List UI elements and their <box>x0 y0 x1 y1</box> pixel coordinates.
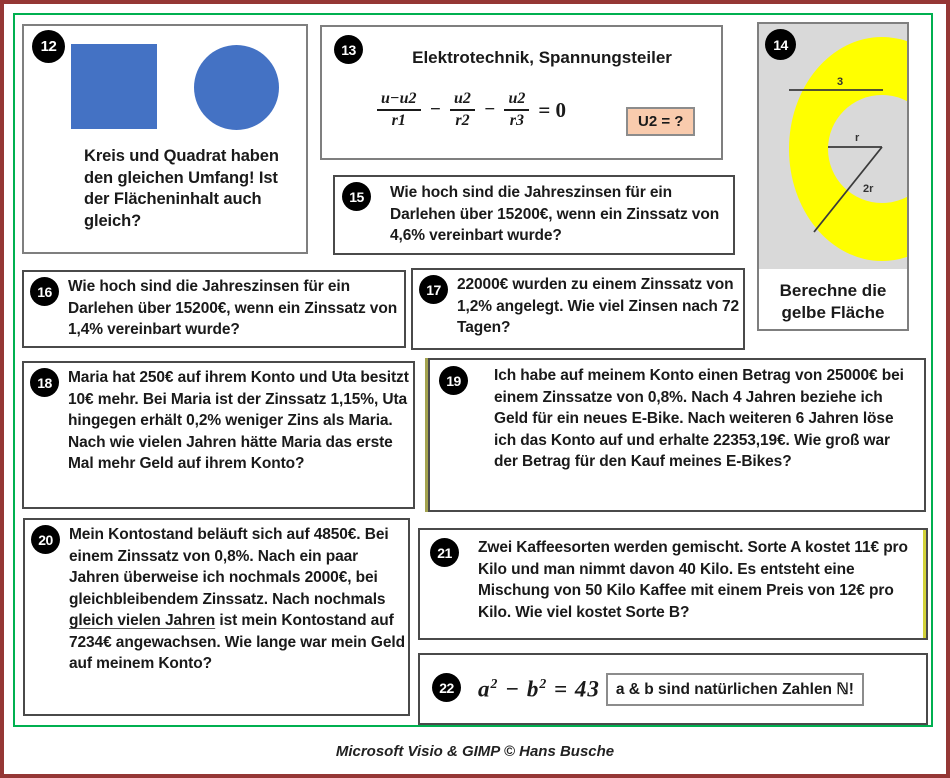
problem-number-badge: 17 <box>419 275 448 304</box>
problem-20-text <box>69 524 409 675</box>
problem-box-21 <box>418 528 928 640</box>
problem-number-badge: 13 <box>334 35 363 64</box>
problem-20-text-part1: Mein Kontostand beläuft sich auf 4850€. Bei einem Zinssatz von 0,8%. Nach ein paar Jahren überweise ich nochmals 2000€, bei gleichbleibendem Zinssatz. Nach nochmals <box>69 526 389 608</box>
chord-label: 3 <box>837 76 844 88</box>
fraction-1: $\frac{u-u2}{r1}$ <box>377 90 421 130</box>
problem-box-14 <box>757 22 909 331</box>
problem-number-badge: 19 <box>439 366 468 395</box>
problem-12-text: Kreis und Quadrat haben den gleichen Umfang! Ist der Flächeninhalt auch gleich? <box>84 147 279 230</box>
fraction-2: $\frac{u2}{r2}$ <box>450 90 475 130</box>
problem-16-text: Wie hoch sind die Jahreszinsen für ein Darlehen über 15200€, wenn ein Zinssatz von 1,4% vereinbart wurde? <box>68 278 398 338</box>
problem-20-underlined-phrase: gleich vielen Jahren <box>69 612 216 629</box>
minus-sign: − <box>483 99 496 120</box>
problem-number-badge: 16 <box>30 277 59 306</box>
blue-circle-shape <box>194 45 279 130</box>
problem-number-badge: 22 <box>432 673 461 702</box>
problem-18-text: Maria hat 250€ auf ihrem Konto und Uta besitzt 10€ mehr. Bei Maria ist der Zinssatz 1,15%, Uta hingegen erhält 0,2% weniger Zins als Maria. Nach wie vielen Jahren hätte Maria das erste Mal mehr Geld auf ihrem Konto? <box>68 369 409 472</box>
problem-number-badge: 14 <box>765 29 796 60</box>
voltage-divider-formula <box>377 90 566 130</box>
problem-box-18 <box>22 361 415 509</box>
problem-box-16 <box>22 270 406 348</box>
2r-label: 2r <box>863 183 874 195</box>
problem-number-badge: 20 <box>31 525 60 554</box>
problem-number-badge: 12 <box>32 30 65 63</box>
problem-number-badge: 15 <box>342 182 371 211</box>
problem-20-text-part3: ist mein Kontostand auf 7234€ angewachsen. Wie lange war mein Geld auf meinem Konto? <box>69 612 405 672</box>
problem-19-text: Ich habe auf meinem Konto einen Betrag von 25000€ bei einem Zinssatze von 0,8%. Nach 4 Jahren beziehe ich Geld für ein neues E-Bike. Nach weiteren 6 Jahren löse ich das Konto auf und erhalte 22353,19€. Wie groß war der Betrag für den Kauf meines E-Bikes? <box>494 367 904 470</box>
problem-box-19 <box>428 358 926 512</box>
r-label: r <box>855 132 860 144</box>
fraction-3: $\frac{u2}{r3}$ <box>504 90 529 130</box>
footer-credit: Microsoft Visio & GIMP © Hans Busche <box>335 743 615 760</box>
natural-numbers-note: a & b sind natürlichen Zahlen ℕ! <box>606 673 864 706</box>
problem-14-caption: Berechne die gelbe Fläche <box>779 281 887 322</box>
problem-box-13 <box>320 25 723 160</box>
problem-box-20 <box>23 518 410 716</box>
yellow-area-figure <box>759 24 907 269</box>
u2-question-label: U2 = ? <box>626 107 695 136</box>
problem-13-title: Elektrotechnik, Spannungsteiler <box>412 48 672 67</box>
minus-sign: − <box>429 99 442 120</box>
blue-square-shape <box>71 44 157 129</box>
problem-box-15 <box>333 175 735 255</box>
problem-box-17 <box>411 268 745 350</box>
problem-box-22 <box>418 653 928 725</box>
problem-number-badge: 18 <box>30 368 59 397</box>
problem-17-text: 22000€ wurden zu einem Zinssatz von 1,2% angelegt. Wie viel Zinsen nach 72 Tagen? <box>457 276 740 336</box>
problem-number-badge: 21 <box>430 538 459 567</box>
problem-21-text: Zwei Kaffeesorten werden gemischt. Sorte A kostet 11€ pro Kilo und man nimmt davon 40 Kilo. Es entsteht eine Mischung von 50 Kilo Kaffee mit einem Preis von 12€ pro Kilo. Wie viel kostet Sorte B? <box>478 539 908 621</box>
difference-of-squares-formula: $a^2 - b^2 = 43$ <box>478 675 600 702</box>
equals-zero: = 0 <box>538 97 567 122</box>
problem-box-12 <box>22 24 308 254</box>
problem-15-text: Wie hoch sind die Jahreszinsen für ein Darlehen über 15200€, wenn ein Zinssatz von 4,6% vereinbart wurde? <box>390 184 720 244</box>
